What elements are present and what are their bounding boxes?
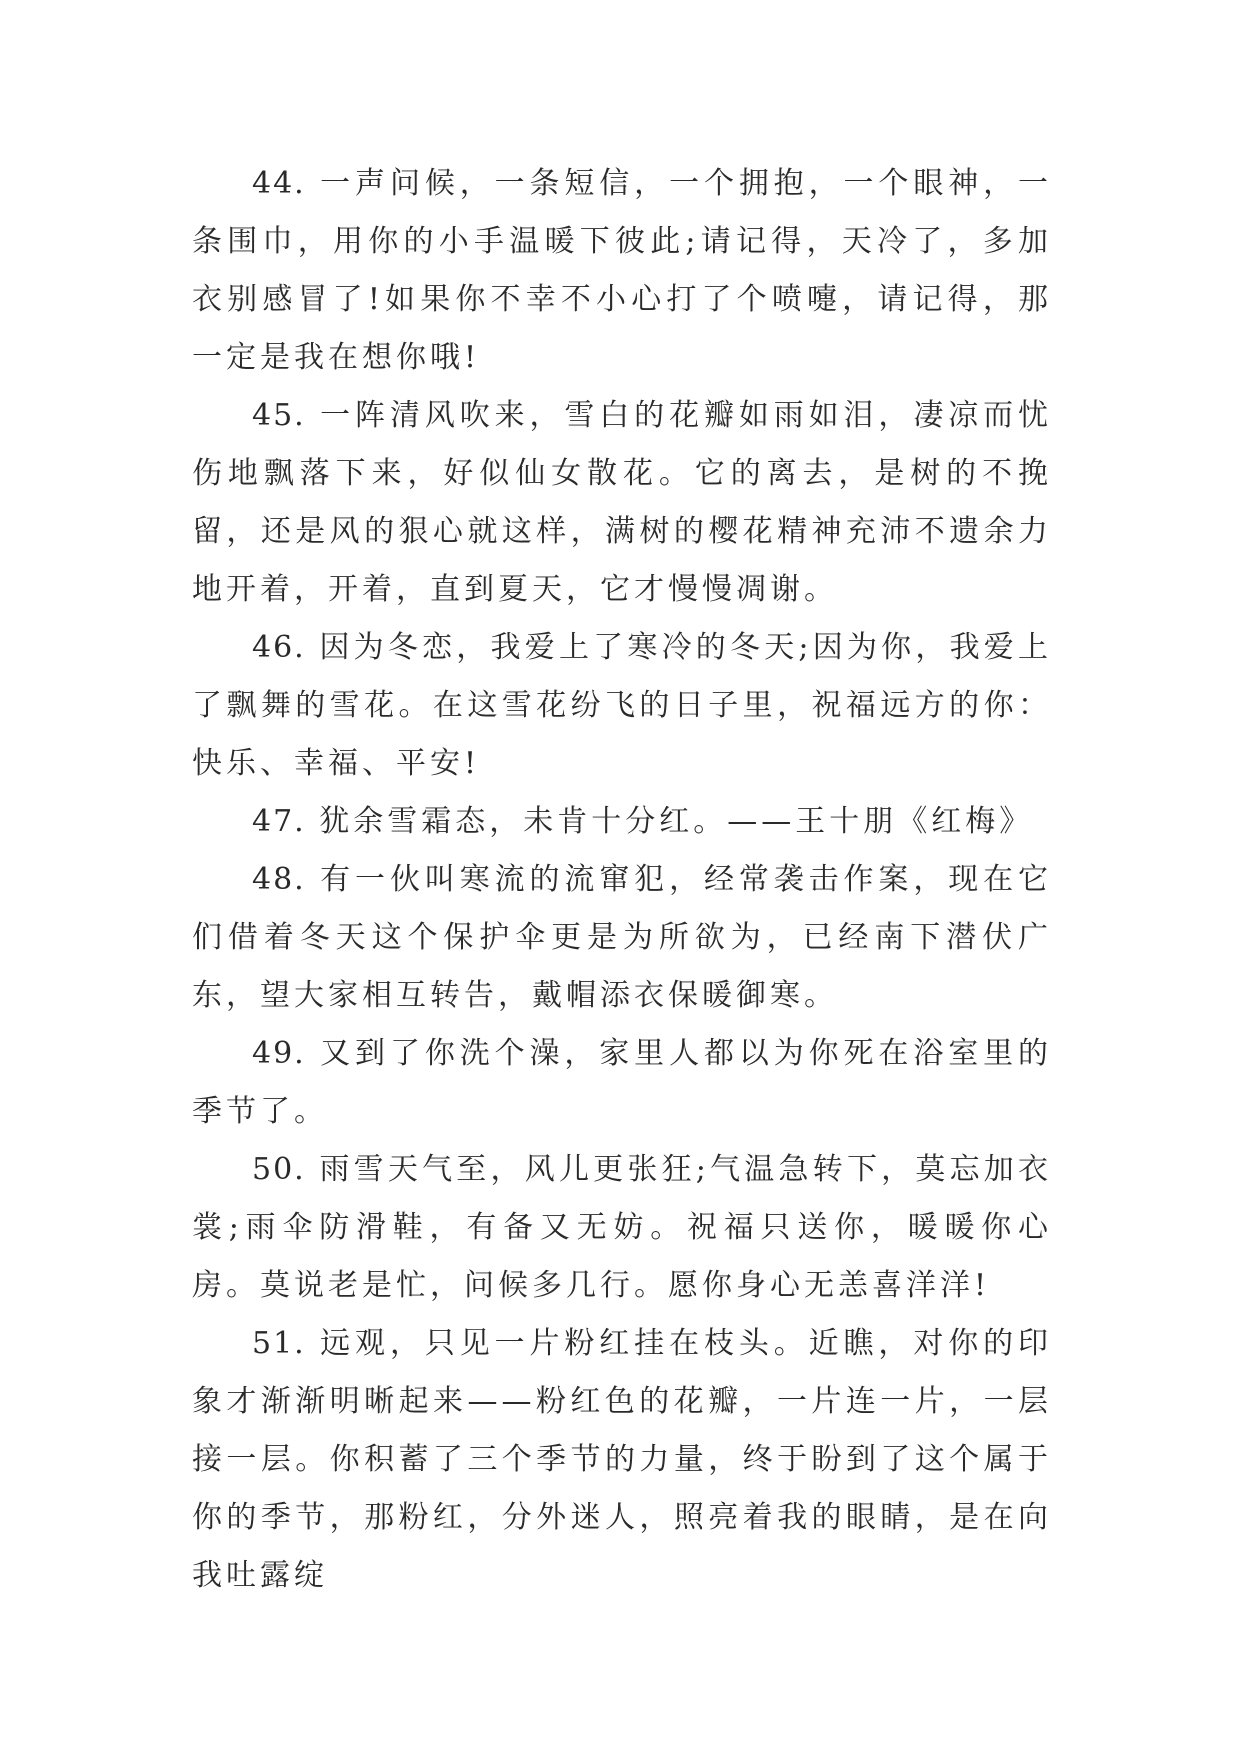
paragraph-44 [192, 155, 1052, 387]
paragraph-50 [192, 1141, 1052, 1315]
paragraph-text: 因为冬恋，我爱上了寒冷的冬天;因为你，我爱上了飘舞的雪花。在这雪花纷飞的日子里，祝福远方的你：快乐、幸福、平安! [192, 630, 1052, 781]
paragraph-number: 50. [252, 1152, 306, 1187]
paragraph-text: 一声问候，一条短信，一个拥抱，一个眼神，一条围巾，用你的小手温暖下彼此;请记得，天冷了，多加衣别感冒了!如果你不幸不小心打了个喷嚏，请记得，那一定是我在想你哦! [192, 166, 1052, 375]
paragraph-46 [192, 619, 1052, 793]
paragraph-number: 47. [252, 804, 306, 839]
document-body [192, 155, 1052, 1605]
paragraph-text: 远观，只见一片粉红挂在枝头。近瞧，对你的印象才渐渐明晰起来——粉红色的花瓣，一片连一片，一层接一层。你积蓄了三个季节的力量，终于盼到了这个属于你的季节，那粉红，分外迷人，照亮着我的眼睛，是在向我吐露绽 [192, 1326, 1052, 1593]
paragraph-number: 44. [252, 166, 306, 201]
paragraph-text: 又到了你洗个澡，家里人都以为你死在浴室里的季节了。 [192, 1036, 1052, 1129]
paragraph-45 [192, 387, 1052, 619]
paragraph-text: 有一伙叫寒流的流窜犯，经常袭击作案，现在它们借着冬天这个保护伞更是为所欲为，已经南下潜伏广东，望大家相互转告，戴帽添衣保暖御寒。 [192, 862, 1052, 1013]
paragraph-number: 51. [252, 1326, 306, 1361]
paragraph-number: 45. [252, 398, 306, 433]
paragraph-47 [192, 793, 1052, 851]
paragraph-number: 48. [252, 862, 306, 897]
paragraph-text: 一阵清风吹来，雪白的花瓣如雨如泪，凄凉而忧伤地飘落下来，好似仙女散花。它的离去，是树的不挽留，还是风的狠心就这样，满树的樱花精神充沛不遗余力地开着，开着，直到夏天，它才慢慢凋谢。 [192, 398, 1052, 607]
paragraph-number: 49. [252, 1036, 306, 1071]
paragraph-text: 雨雪天气至，风儿更张狂;气温急转下，莫忘加衣裳;雨伞防滑鞋，有备又无妨。祝福只送你，暖暖你心房。莫说老是忙，问候多几行。愿你身心无恙喜洋洋! [192, 1152, 1052, 1303]
paragraph-text: 犹余雪霜态，未肯十分红。——王十朋《红梅》 [319, 804, 1034, 839]
paragraph-number: 46. [252, 630, 306, 665]
paragraph-48 [192, 851, 1052, 1025]
paragraph-51 [192, 1315, 1052, 1605]
paragraph-49 [192, 1025, 1052, 1141]
